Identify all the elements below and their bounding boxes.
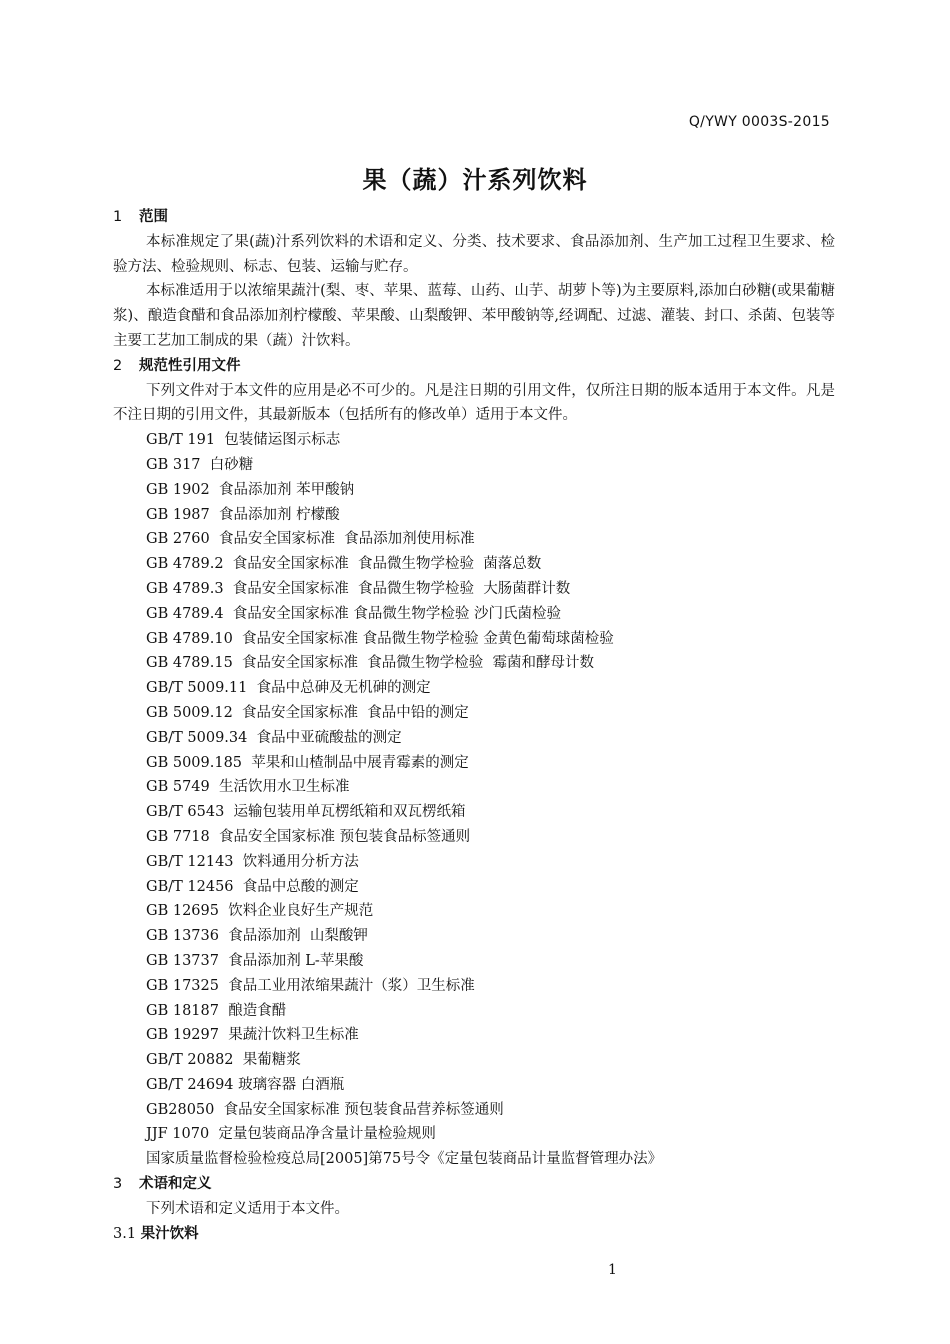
document-code: Q/YWY 0003S-2015 <box>688 114 830 130</box>
reference-item: GB 17325 食品工业用浓缩果蔬汁（浆）卫生标准 <box>146 977 475 994</box>
reference-item: JJF 1070 定量包装商品净含量计量检验规则 <box>146 1126 436 1143</box>
reference-item: GB/T 12143 饮料通用分析方法 <box>146 853 359 870</box>
reference-item: GB 4789.3 食品安全国家标准 食品微生物学检验 大肠菌群计数 <box>146 580 571 597</box>
section-2-title: 规范性引用文件 <box>139 357 241 374</box>
reference-item: GB 4789.15 食品安全国家标准 食品微生物学检验 霉菌和酵母计数 <box>146 655 594 672</box>
reference-item: GB 317 白砂糖 <box>146 456 254 473</box>
section-2-number: 2 <box>113 357 123 374</box>
reference-item: GB/T 20882 果葡糖浆 <box>146 1052 301 1069</box>
section-1-paragraph: 本标准规定了果(蔬)汁系列饮料的术语和定义、分类、技术要求、食品添加剂、生产加工过程卫生要求、检验方法、检验规则、标志、包装、运输与贮存。 <box>113 233 835 275</box>
reference-item: GB 1987 食品添加剂 柠檬酸 <box>146 506 340 523</box>
reference-item: GB/T 24694 玻璃容器 白酒瓶 <box>146 1076 345 1093</box>
reference-item: GB/T 6543 运输包装用单瓦楞纸箱和双瓦楞纸箱 <box>146 804 466 821</box>
reference-item: GB 12695 饮料企业良好生产规范 <box>146 903 374 920</box>
reference-item: GB28050 食品安全国家标准 预包装食品营养标签通则 <box>146 1101 504 1118</box>
section-1-number: 1 <box>113 209 123 225</box>
reference-item: GB 5009.185 苹果和山楂制品中展青霉素的测定 <box>146 754 469 771</box>
reference-item: GB/T 5009.34 食品中亚硫酸盐的测定 <box>146 729 402 746</box>
section-1-heading <box>113 205 835 230</box>
reference-item: GB 4789.10 食品安全国家标准 食品微生物学检验 金黄色葡萄球菌检验 <box>146 630 614 647</box>
reference-item: GB/T 191 包装储运图示标志 <box>146 432 341 449</box>
section-3-heading <box>113 1172 835 1197</box>
subsection-3-1-heading <box>113 1222 835 1247</box>
section-1-title: 范围 <box>139 209 168 225</box>
section-2-intro: 下列文件对于本文件的应用是必不可少的。凡是注日期的引用文件，仅所注日期的版本适用于本文件。凡是不注日期的引用文件，其最新版本（包括所有的修改单）适用于本文件。 <box>113 382 835 424</box>
reference-item: GB 5749 生活饮用水卫生标准 <box>146 779 350 796</box>
section-1-paragraph: 本标准适用于以浓缩果蔬汁(梨、枣、苹果、蓝莓、山药、山芋、胡萝卜等)为主要原料,添加白砂糖(或果葡糖浆)、酿造食醋和食品添加剂柠檬酸、苹果酸、山梨酸钾、苯甲酸钠等,经调配、过滤、灌装、封口、杀菌、包装等主要工艺加工制成的果（蔬）汁饮料。 <box>113 283 835 349</box>
reference-item: GB 19297 果蔬汁饮料卫生标准 <box>146 1027 359 1044</box>
reference-item: GB 4789.4 食品安全国家标准 食品微生物学检验 沙门氏菌检验 <box>146 605 562 622</box>
subsection-3-1-title: 果汁饮料 <box>140 1225 199 1242</box>
document-title: 果（蔬）汁系列饮料 <box>362 166 588 194</box>
subsection-3-1-number: 3.1 <box>113 1225 137 1242</box>
section-3-number: 3 <box>113 1176 123 1193</box>
reference-item: GB 2760 食品安全国家标准 食品添加剂使用标准 <box>146 531 475 548</box>
reference-item: 国家质量监督检验检疫总局[2005]第75号令《定量包装商品计量监督管理办法》 <box>146 1151 663 1168</box>
section-3-intro: 下列术语和定义适用于本文件。 <box>146 1200 349 1217</box>
reference-item: GB/T 12456 食品中总酸的测定 <box>146 878 359 895</box>
reference-item: GB/T 5009.11 食品中总砷及无机砷的测定 <box>146 680 431 697</box>
document-body <box>113 205 835 1246</box>
reference-item: GB 13736 食品添加剂 山梨酸钾 <box>146 928 368 945</box>
page-number: 1 <box>608 1262 617 1278</box>
section-3-title: 术语和定义 <box>139 1176 212 1193</box>
reference-item: GB 18187 酿造食醋 <box>146 1002 287 1019</box>
reference-item: GB 1902 食品添加剂 苯甲酸钠 <box>146 481 355 498</box>
reference-list <box>113 428 835 1172</box>
section-2-heading <box>113 354 835 379</box>
reference-item: GB 5009.12 食品安全国家标准 食品中铅的测定 <box>146 704 469 721</box>
reference-item: GB 13737 食品添加剂 L-苹果酸 <box>146 952 364 969</box>
reference-item: GB 4789.2 食品安全国家标准 食品微生物学检验 菌落总数 <box>146 556 542 573</box>
reference-item: GB 7718 食品安全国家标准 预包装食品标签通则 <box>146 828 471 845</box>
